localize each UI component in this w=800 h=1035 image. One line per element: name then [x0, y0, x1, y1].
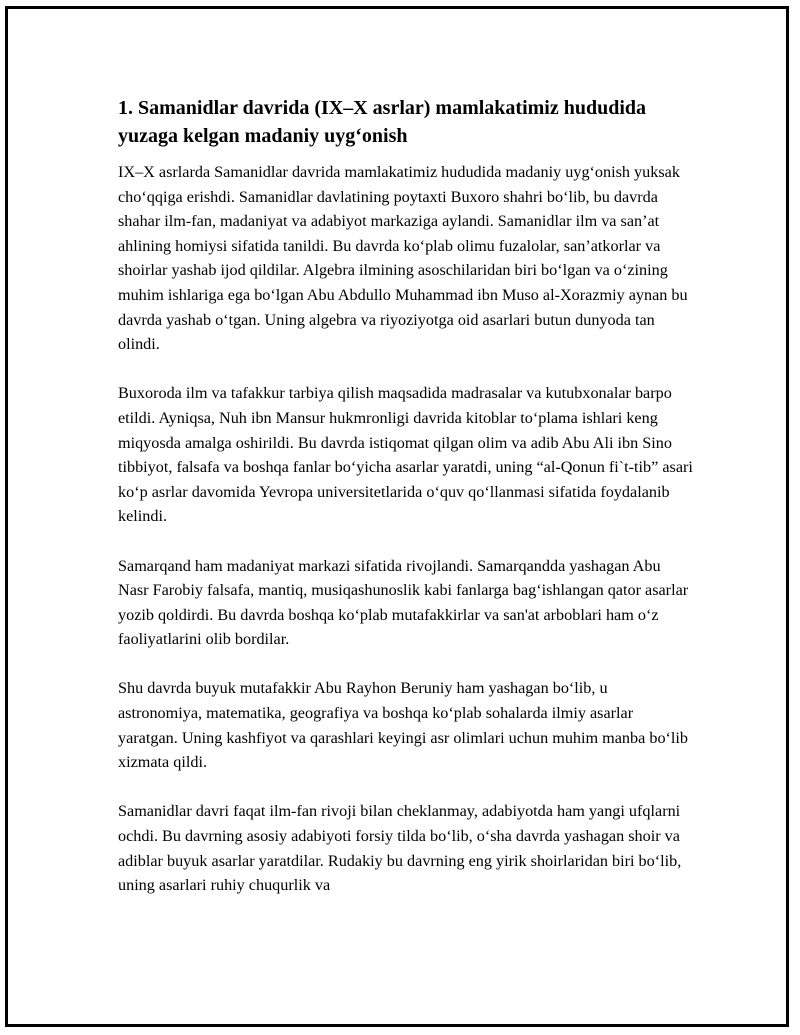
paragraph-2: Buxoroda ilm va tafakkur tarbiya qilish maqsadida madrasalar va kutubxonalar barpo etildi. Ayniqsa, Nuh ibn Mansur hukmronligi davrida kitoblar to‘plama ishlari keng miqyosda amalga oshirildi. Bu davrda istiqomat qilgan olim va adib Abu Ali ibn Sino tibbiyot, falsafa va boshqa fanlar bo‘yicha asarlar yaratdi, uning “al-Qonun fi`t-tib” asari ko‘p asrlar davomida Yevropa universitetlarida o‘quv qo‘llanmasi sifatida foydalanib kelindi.	[118, 384, 693, 526]
paragraph-1: IX–X asrlarda Samanidlar davrida mamlakatimiz hududida madaniy uyg‘onish yuksak cho‘qqiga erishdi. Samanidlar davlatining poytaxti Buxoro shahri bo‘lib, bu davrda shahar ilm-fan, madaniyat va adabiyot markaziga aylandi. Samanidlar ilm va san’at ahlining homiysi sifatida tanildi. Bu davrda ko‘plab olimu fuzalolar, san’atkorlar va shoirlar yashab ijod qildilar. Algebra ilmining asoschilaridan biri bo‘lgan va o‘zining muhim ishlariga ega bo‘lgan Abu Abdullo Muhammad ibn Muso al-Xorazmiy aynan bu davrda yashab o‘tgan. Uning algebra va riyoziyotga oid asarlari butun dunyoda tan olindi.	[118, 163, 688, 354]
paragraph-5: Samanidlar davri faqat ilm-fan rivoji bilan cheklanmay, adabiyotda ham yangi ufqlarni ochdi. Bu davrning asosiy adabiyoti forsiy tilda bo‘lib, o‘sha davrda yashagan shoir va adiblar buyuk asarlar yaratdilar. Rudakiy bu davrning eng yirik shoirlaridan biri bo‘lib, uning asarlari ruhiy chuqurlik va	[118, 802, 682, 895]
paragraph-4: Shu davrda buyuk mutafakkir Abu Rayhon Beruniy ham yashagan bo‘lib, u astronomiya, matematika, geografiya va boshqa ko‘plab sohalarda ilmiy asarlar yaratgan. Uning kashfiyot va qarashlari keyingi asr olimlari uchun muhim manba bo‘lib xizmata qildi.	[118, 679, 689, 772]
paragraph-3: Samarqand ham madaniyat markazi sifatida rivojlandi. Samarqandda yashagan Abu Nasr Farobiy falsafa, mantiq, musiqashunoslik kabi fanlarga bag‘ishlangan qator asarlar yozib qoldirdi. Bu davrda boshqa ko‘plab mutafakkirlar va san'at arboblari ham o‘z faoliyatlarini olib bordilar.	[118, 556, 689, 649]
section-heading: 1. Samanidlar davrida (IX–X asrlar) mamlakatimiz hududida yuzaga kelgan madaniy uyg‘onish	[118, 97, 647, 147]
document-body	[118, 94, 693, 922]
